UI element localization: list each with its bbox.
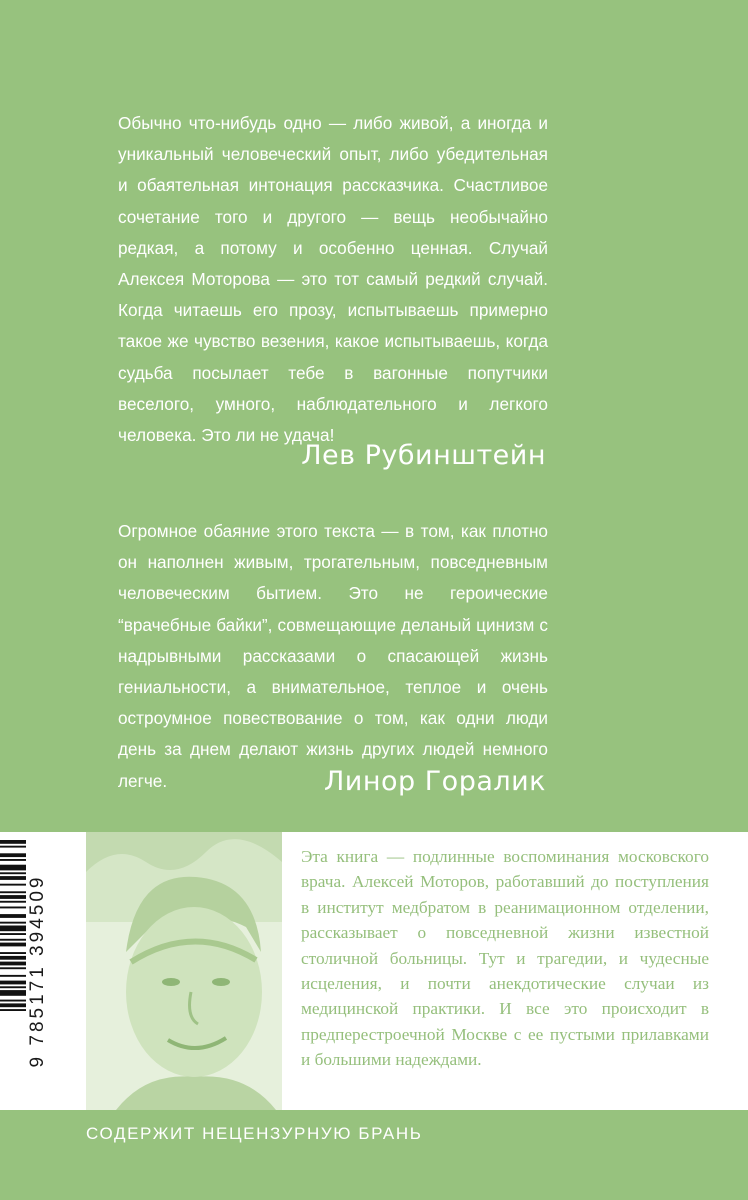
author-rubinstein: Лев Рубинштейн xyxy=(301,440,546,471)
author-goralik: Линор Горалик xyxy=(323,766,546,797)
info-band xyxy=(0,832,748,1110)
isbn-barcode xyxy=(0,832,86,1110)
content-warning: СОДЕРЖИТ НЕЦЕНЗУРНУЮ БРАНЬ xyxy=(86,1124,423,1143)
quote-rubinstein: Обычно что-нибудь одно — либо живой, а иногда и уникальный человеческий опыт, либо убедительная и обаятельная интонация рассказчика. Счастливое сочетание того и другого — вещь необычайно редкая, а потому и особенно ценная. Случай Алексея Моторова — это тот самый редкий случай. Когда читаешь его прозу, испытываешь примерно такое же чувство везения, какое испытываешь, когда судьба посылает тебе в вагонные попутчики веселого, умного, наблюдательного и легкого человека. Это ли не удача! xyxy=(118,113,548,446)
quote-goralik: Огромное обаяние этого текста — в том, как плотно он наполнен живым, трогательным, повседневным человеческим бытием. Это не героические “врачебные байки”, совмещающие деланый цинизм с надрывными рассказами о спасающей жизнь гениальности, а внимательное, теплое и очень остроумное повествование о том, как одни люди день за днем делают жизнь других людей немного легче. xyxy=(118,521,548,791)
isbn-digits: 9 785171 394509 xyxy=(27,874,48,1068)
author-photo xyxy=(86,832,282,1110)
author-photo-image xyxy=(86,832,282,1110)
book-description: Эта книга — подлинные воспоминания московского врача. Алексей Моторов, работавший до поступления в институт медбратом в реанимационном отделении, рассказывает о повседневной жизни известной столичной больницы. Тут и трагедии, и чудесные исцеления, и почти анекдотические случаи из медицинской практики. И все это происходит в предперестроечной Москве с ее пустыми прилавками и большими надеждами. xyxy=(301,847,709,1070)
